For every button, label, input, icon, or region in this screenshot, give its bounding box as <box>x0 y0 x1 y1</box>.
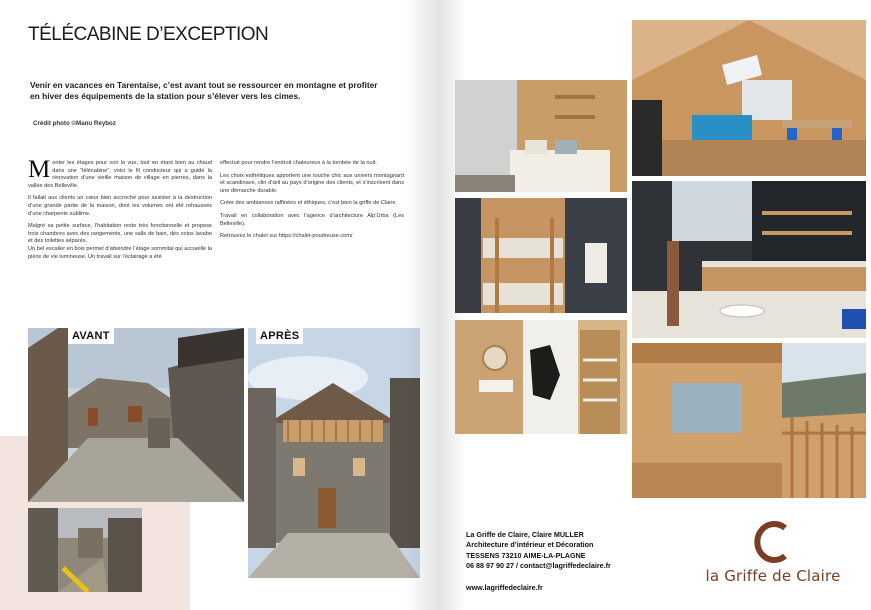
paragraph: Malgré sa petite surface, l’habitation reste très fonctionnelle et propose trois chambres avec des rangements, une salle de bain, des coins lavabo et des toilettes séparés. Un bel escalier en bois permet d’atteindre l’étage sommital qui accueille la pièce de vie lumineuse. Un travail sur l’éclairage a été <box>28 223 212 260</box>
contact-phone-email: 06 88 97 90 27 / contact@lagriffedeclaire.fr <box>466 561 611 571</box>
bathroom-photo <box>455 320 627 434</box>
after-label: APRÈS <box>256 328 303 344</box>
paragraph: Créer des ambiances raffinées et éthiques, c’est bien la griffe de Claire. <box>220 200 398 207</box>
gutter-shadow <box>405 0 437 610</box>
before-photo-interior <box>28 508 142 592</box>
paragraph: Travail en collaboration avec l’agence d’architecture Alp’Urba (Les Belleville). <box>220 212 404 227</box>
living-room-photo <box>632 20 866 176</box>
contact-address: TESSENS 73210 AIME-LA-PLAGNE <box>466 550 586 560</box>
brand-logo <box>700 520 846 598</box>
bedroom-photo <box>455 80 627 192</box>
contact-name: La Griffe de Claire, Claire MULLER <box>466 530 584 539</box>
website-link[interactable]: www.lagriffedeclaire.fr <box>466 583 543 592</box>
contact-profession: Architecture d’intérieur et Décoration <box>466 540 594 550</box>
paragraph: Les choix esthétiques apportent une touche chic aux univers montagnard et scandinave, clin d’œil au pays d’origine des clients, et s’inscrivent dans une démarche durable. <box>220 172 404 194</box>
paragraph: effectué pour rendre l’endroit chaleureux à la tombée de la nuit. <box>220 160 377 166</box>
photo-credit: Crédit photo ©Manu Reyboz <box>33 120 116 127</box>
contact-block <box>466 530 611 572</box>
kitchen-photo <box>632 181 866 338</box>
balcony-photo <box>632 343 866 498</box>
after-photo-facade <box>248 328 420 578</box>
text-column-2 <box>220 160 404 246</box>
logo-wordmark: la Griffe de Claire <box>705 567 841 585</box>
paragraph-text: onter les étages pour voir la vue, tout en étant bien au chaud dans une “télécabine”, voici le fil conducteur qui a guidé la rénovation d’une vieille maison de village en pierres, dans la vallée des Belleville. <box>28 160 212 189</box>
before-label: AVANT <box>68 328 114 344</box>
logo-c-icon <box>752 520 794 564</box>
paragraph <box>28 156 212 190</box>
article-title: TÉLÉCABINE D’EXCEPTION <box>28 24 269 45</box>
drop-cap: M <box>28 156 51 183</box>
paragraph: Il fallait aux clients un cœur bien accroché pour assister à la destruction d’une grande partie de la maison, dont les volumes ont été rehaussés d’une charpente sublime. <box>28 195 212 217</box>
paragraph: Retrouvez le chalet sur https://chalet-poudreuse.com/ <box>220 233 353 240</box>
article-intro: Venir en vacances en Tarentaise, c’est avant tout se ressourcer en montagne et profiter en hiver des équipements de la station pour s’élever vers les cimes. <box>30 80 378 101</box>
text-column-1 <box>28 156 212 266</box>
bunk-bed-photo <box>455 198 627 313</box>
before-photo-street <box>28 328 244 502</box>
